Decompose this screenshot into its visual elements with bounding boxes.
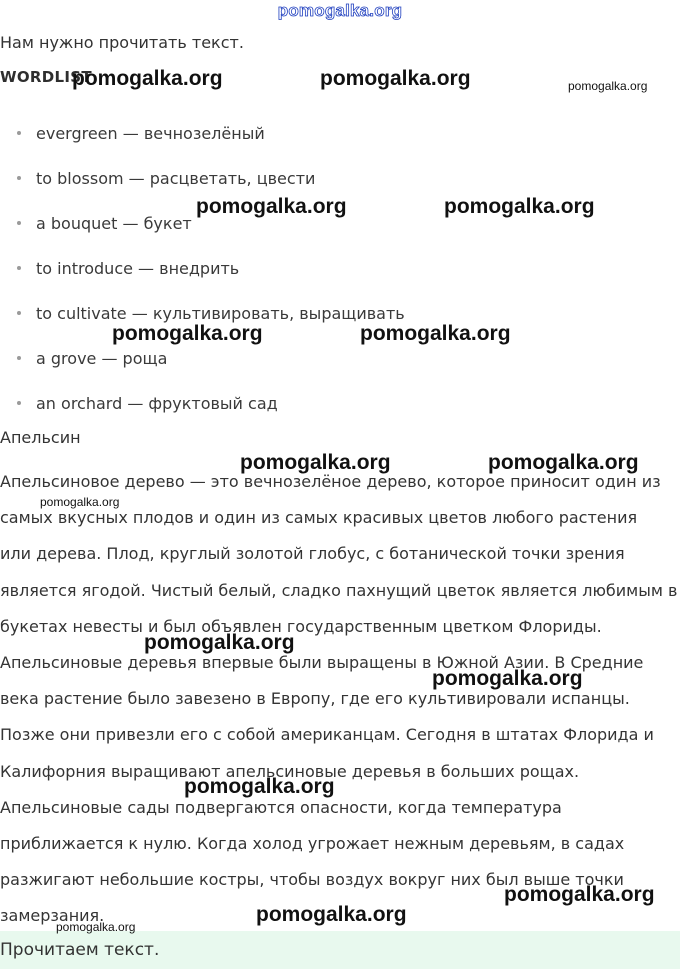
wordlist-item-text: an orchard — фруктовый сад bbox=[36, 394, 278, 413]
article-line: Апельсиновые сады подвергаются опасности, когда температура bbox=[0, 797, 562, 817]
watermark: pomogalka.org bbox=[240, 451, 391, 474]
bullet-icon bbox=[17, 176, 21, 180]
wordlist-item-text: to introduce — внедрить bbox=[36, 259, 240, 278]
intro-text: Нам нужно прочитать текст. bbox=[0, 33, 244, 52]
watermark: pomogalka.org bbox=[360, 322, 511, 345]
article-line: Апельсиновое дерево — это вечнозелёное дерево, которое приносит один из bbox=[0, 472, 661, 491]
watermark: pomogalka.org bbox=[184, 775, 335, 798]
watermark: pomogalka.org bbox=[72, 67, 223, 90]
watermark: pomogalka.org bbox=[56, 920, 136, 934]
article-title: Апельсин bbox=[0, 428, 81, 447]
article-line: букетах невесты и был объявлен государственным цветком Флориды. bbox=[0, 616, 602, 636]
wordlist-item-text: evergreen — вечнозелёный bbox=[36, 124, 265, 143]
wordlist-item bbox=[0, 111, 405, 156]
watermark: pomogalka.org bbox=[196, 195, 347, 218]
watermark: pomogalka.org bbox=[320, 67, 471, 90]
bullet-icon bbox=[17, 356, 21, 360]
watermark: pomogalka.org bbox=[504, 883, 655, 906]
bullet-icon bbox=[17, 131, 21, 135]
bullet-icon bbox=[17, 311, 21, 315]
watermark: pomogalka.org bbox=[444, 195, 595, 218]
article-body bbox=[0, 464, 680, 934]
article-line: замерзания. bbox=[0, 906, 105, 926]
watermark: pomogalka.org bbox=[144, 631, 295, 654]
wordlist-item-text: to cultivate — культивировать, выращивать bbox=[36, 304, 405, 323]
bullet-icon bbox=[17, 266, 21, 270]
article-line: Калифорния выращивают апельсиновые деревья в больших рощах. bbox=[0, 761, 580, 781]
article-line: разжигают небольшие костры, чтобы воздух вокруг них был выше точки bbox=[0, 870, 624, 890]
wordlist-item-text: a grove — роща bbox=[36, 349, 168, 368]
watermark: pomogalka.org bbox=[488, 451, 639, 474]
watermark: pomogalka.org bbox=[40, 495, 120, 509]
wordlist-item bbox=[0, 246, 405, 291]
watermark: pomogalka.org bbox=[568, 79, 648, 93]
article-line: века растение было завезено в Европу, где его культивировали испанцы. bbox=[0, 689, 630, 709]
article-line: самых вкусных плодов и один из самых красивых цветов любого растения bbox=[0, 508, 638, 528]
watermark: pomogalka.org bbox=[112, 322, 263, 345]
article-line: Позже они привезли его с собой американцам. Сегодня в штатах Флорида и bbox=[0, 725, 654, 745]
wordlist-heading: WORDLIST bbox=[0, 68, 92, 86]
article-line: или дерева. Плод, круглый золотой глобус, с ботанической точки зрения bbox=[0, 544, 625, 564]
next-step-banner: Прочитаем текст. bbox=[0, 931, 680, 969]
watermark: pomogalka.org bbox=[256, 903, 407, 926]
article-line: приближается к нулю. Когда холод угрожает нежным деревьям, в садах bbox=[0, 833, 625, 853]
bullet-icon bbox=[17, 401, 21, 405]
wordlist bbox=[0, 111, 405, 426]
article-line: Апельсиновые деревья впервые были выращены в Южной Азии. В Средние bbox=[0, 652, 644, 672]
wordlist-item bbox=[0, 381, 405, 426]
wordlist-item-text: to blossom — расцветать, цвести bbox=[36, 169, 316, 188]
site-watermark-header: pomogalka.org bbox=[277, 1, 403, 20]
article-line: является ягодой. Чистый белый, сладко пахнущий цветок является любимым в bbox=[0, 580, 678, 600]
bullet-icon bbox=[17, 221, 21, 225]
wordlist-item-text: a bouquet — букет bbox=[36, 214, 192, 233]
watermark: pomogalka.org bbox=[432, 667, 583, 690]
